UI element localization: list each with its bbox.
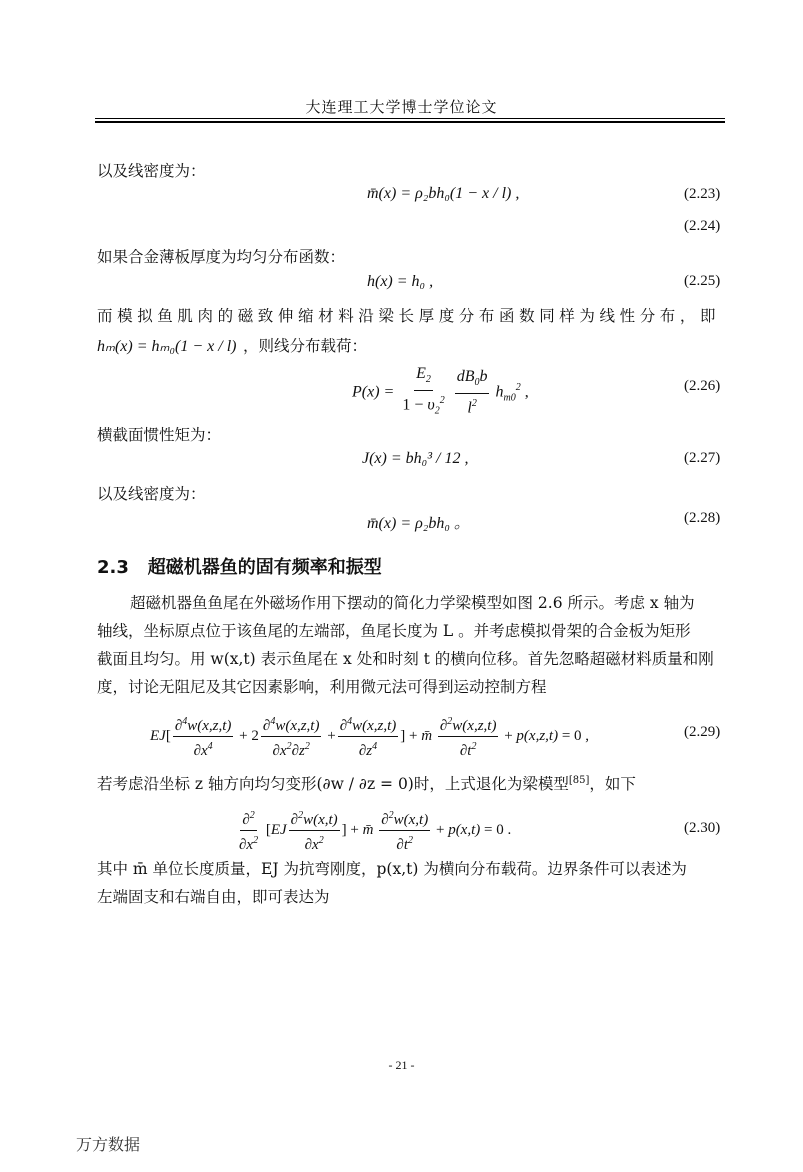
equation-hm: hₘ(x) = hₘ₀(1 − x / l) — [97, 338, 237, 355]
watermark: 万方数据 — [76, 1135, 141, 1154]
eq-number: (2.23) — [684, 186, 721, 202]
paragraph-line: 截面且均匀。用 w(x,t) 表示鱼尾在 x 处和时刻 t 的横向位移。首先忽略超磁材料质量和刚 — [97, 650, 714, 668]
equation-2-26: P(x) = $\frac{E_2}{1 - \upsilon_2^2}$ $\frac{dB_0b}{l^2}$ $h_{m0}^2$ , — [352, 365, 529, 417]
equation-2-23: m̄(x) = ρ₂bh₀(1 − x / l) , — [367, 185, 520, 202]
equation-2-30: $\frac{\partial^2}{\partial x^2}$ [EJ $\frac{\partial^2w(x,t)}{\partial x^2}$ ] + m̄ $\frac{\partial^2w(x,t)}{\partial t^2}$ + p(x,t) = 0 . — [235, 806, 511, 855]
running-header: 大连理工大学博士学位论文 — [305, 98, 498, 116]
eq-number: (2.30) — [684, 820, 721, 836]
eq-number: (2.25) — [684, 273, 721, 289]
page-number: - 21 - — [388, 1058, 415, 1072]
equation-2-29: EJ[ $\frac{\partial^4w(x,z,t)}{\partial x^4}$ + 2 $\frac{\partial^4w(x,z,t)}{\partial x^2\partial z^2}$ + $\frac{\partial^4w(x,z,t)}{\partial z^4}$ ] + m̄ $\frac{\partial^2w(x,z,t)}{\partial t^2}$ + p(x,z,t) = 0 , — [150, 712, 589, 761]
text-line: ，则线分布载荷： — [243, 337, 368, 355]
section-number: 2.3 — [97, 557, 129, 578]
eq-number: (2.24) — [684, 218, 721, 234]
text-line: 左端固支和右端自由，即可表达为 — [97, 888, 330, 906]
eq-number: (2.26) — [684, 378, 721, 394]
paragraph-line: 超磁机器鱼鱼尾在外磁场作用下摆动的简化力学梁模型如图 2.6 所示。考虑 x 轴为 — [130, 594, 695, 612]
citation: [85] — [568, 775, 590, 786]
section-title: 超磁机器鱼的固有频率和振型 — [147, 557, 382, 578]
text-line: 以及线密度为： — [97, 162, 206, 180]
paragraph-line: 轴线，坐标原点位于该鱼尾的左端部，鱼尾长度为 L 。并考虑模拟骨架的合金板为矩形 — [97, 622, 691, 640]
text-line: 其中 m̄ 单位长度质量，EJ 为抗弯刚度，p(x,t) 为横向分布载荷。边界条件可以表述为 — [97, 860, 687, 878]
equation-2-28: m̄(x) = ρ₂bh₀ 。 — [367, 515, 470, 532]
header-rule-thick — [95, 121, 725, 123]
equation-2-27: J(x) = bh₀³ / 12 , — [362, 450, 469, 467]
header-rule — [95, 118, 725, 119]
text-line: 若考虑沿坐标 z 轴方向均匀变形(∂w / ∂z = 0)时，上式退化为梁模型[85]，如下 — [97, 775, 636, 794]
section-heading — [97, 553, 382, 579]
paragraph-line: 度，讨论无阻尼及其它因素影响，利用微元法可得到运动控制方程 — [97, 678, 547, 696]
eq-number: (2.28) — [684, 510, 721, 526]
text-line: 横截面惯性矩为： — [97, 426, 222, 444]
eq-number: (2.29) — [684, 724, 721, 740]
text-line: 以及线密度为： — [97, 485, 206, 503]
equation-2-25: h(x) = h₀ , — [367, 273, 434, 290]
text-line: 而模拟鱼肌肉的磁致伸缩材料沿梁长厚度分布函数同样为线性分布，即 — [97, 307, 721, 325]
text-line: 如果合金薄板厚度为均匀分布函数： — [97, 248, 346, 266]
eq-number: (2.27) — [684, 450, 721, 466]
